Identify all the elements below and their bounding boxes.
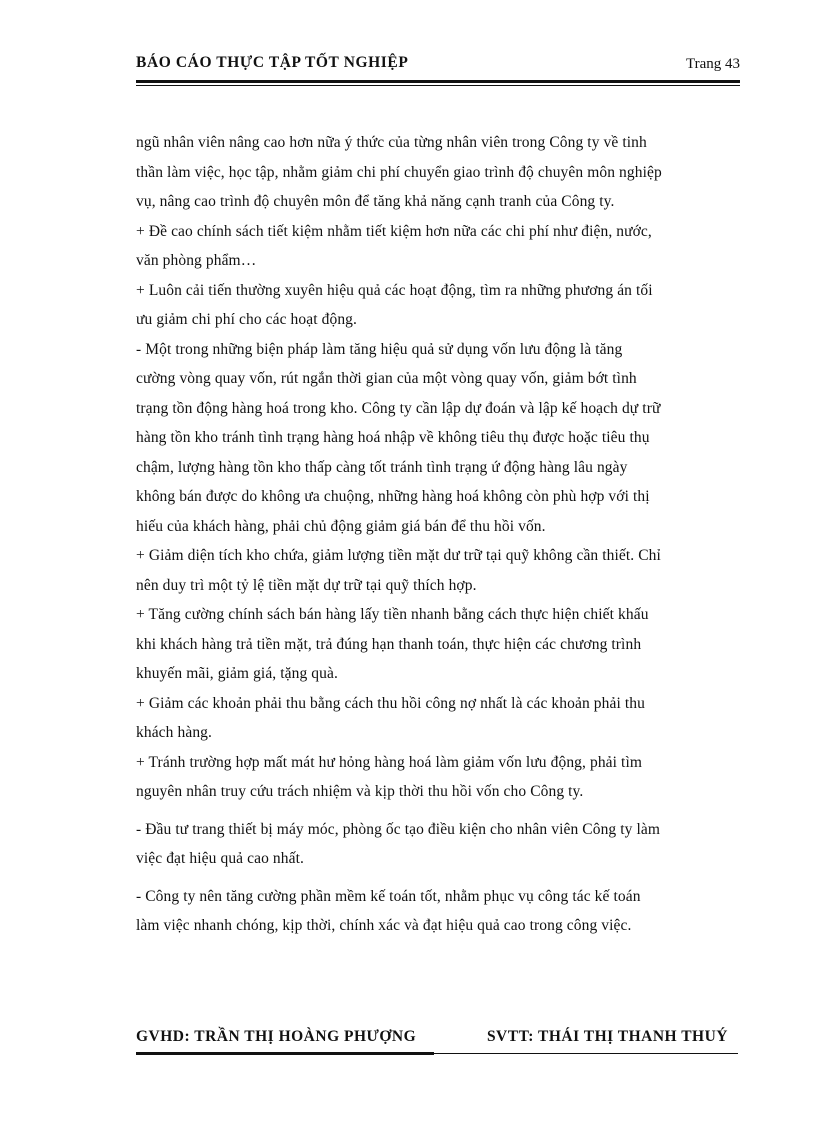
text-line: cường vòng quay vốn, rút ngắn thời gian của một vòng quay vốn, giảm bớt tình xyxy=(136,370,637,387)
text-line: - Đầu tư trang thiết bị máy móc, phòng ốc tạo điều kiện cho nhân viên Công ty làm xyxy=(136,820,661,838)
text-line: thần làm việc, học tập, nhằm giảm chi phí chuyển giao trình độ chuyên môn nghiệp xyxy=(136,163,662,181)
page-footer xyxy=(136,1028,728,1052)
text-line: ngũ nhân viên nâng cao hơn nữa ý thức của từng nhân viên trong Công ty về tinh xyxy=(136,134,647,151)
text-line: - Một trong những biện pháp làm tăng hiệu quả sử dụng vốn lưu động là tăng xyxy=(136,340,623,358)
text-line: trạng tồn động hàng hoá trong kho. Công ty cần lập dự đoán và lập kế hoạch dự trữ xyxy=(136,399,661,417)
footer-rule-thick xyxy=(136,1052,434,1055)
header-rule-thin xyxy=(136,85,740,86)
page-number: Trang 43 xyxy=(685,56,740,72)
report-title: BÁO CÁO THỰC TẬP TỐT NGHIỆP xyxy=(136,54,409,71)
page-header xyxy=(136,54,740,80)
text-line: khi khách hàng trả tiền mặt, trả đúng hạn thanh toán, thực hiện các chương trình xyxy=(136,635,642,653)
text-line: + Tránh trường hợp mất mát hư hỏng hàng hoá làm giảm vốn lưu động, phải tìm xyxy=(136,753,643,771)
text-line: + Giảm các khoản phải thu bằng cách thu hồi công nợ nhất là các khoản phải thu xyxy=(136,694,645,712)
text-line: - Công ty nên tăng cường phần mềm kế toán tốt, nhằm phục vụ công tác kế toán xyxy=(136,887,641,905)
paragraph-gap xyxy=(136,874,726,882)
text-line: ưu giảm chi phí cho các hoạt động. xyxy=(136,311,357,328)
text-line: không bán được do không ưa chuộng, những hàng hoá không còn phù hợp với thị xyxy=(136,488,650,505)
paragraph-gap xyxy=(136,807,726,815)
text-line: + Tăng cường chính sách bán hàng lấy tiền nhanh bằng cách thực hiện chiết khấu xyxy=(136,606,649,623)
footer-rule-thin xyxy=(434,1053,738,1054)
text-line: chậm, lượng hàng tồn kho thấp càng tốt tránh tình trạng ứ động hàng lâu ngày xyxy=(136,458,628,476)
text-line: khách hàng. xyxy=(136,724,212,741)
advisor-name: GVHD: TRẦN THỊ HOÀNG PHƯỢNG xyxy=(136,1028,417,1045)
text-line: nguyên nhân truy cứu trách nhiệm và kịp thời thu hồi vốn cho Công ty. xyxy=(136,783,584,800)
text-line: + Luôn cải tiến thường xuyên hiệu quả các hoạt động, tìm ra những phương án tối xyxy=(136,281,653,299)
text-line: + Giảm diện tích kho chứa, giảm lượng tiền mặt dư trữ tại quỹ không cần thiết. Chỉ xyxy=(136,547,661,564)
text-line: hàng tồn kho tránh tình trạng hàng hoá nhập về không tiêu thụ được hoặc tiêu thụ xyxy=(136,429,650,446)
text-line: làm việc nhanh chóng, kịp thời, chính xác và đạt hiệu quả cao trong công việc. xyxy=(136,917,632,934)
text-line: hiếu của khách hàng, phải chủ động giảm giá bán để thu hồi vốn. xyxy=(136,517,546,535)
text-line: + Đề cao chính sách tiết kiệm nhằm tiết kiệm hơn nữa các chi phí như điện, nước, xyxy=(136,222,652,240)
text-line: khuyến mãi, giảm giá, tặng quà. xyxy=(136,665,338,682)
text-line: văn phòng phẩm… xyxy=(136,252,257,269)
header-rule-thick xyxy=(136,80,740,83)
text-line: vụ, nâng cao trình độ chuyên môn để tăng khả năng cạnh tranh của Công ty. xyxy=(136,193,615,210)
text-line: việc đạt hiệu quả cao nhất. xyxy=(136,850,304,867)
student-name: SVTT: THÁI THỊ THANH THUÝ xyxy=(486,1028,728,1045)
body-text xyxy=(136,128,726,941)
text-line: nên duy trì một tỷ lệ tiền mặt dự trữ tại quỹ thích hợp. xyxy=(136,576,477,594)
